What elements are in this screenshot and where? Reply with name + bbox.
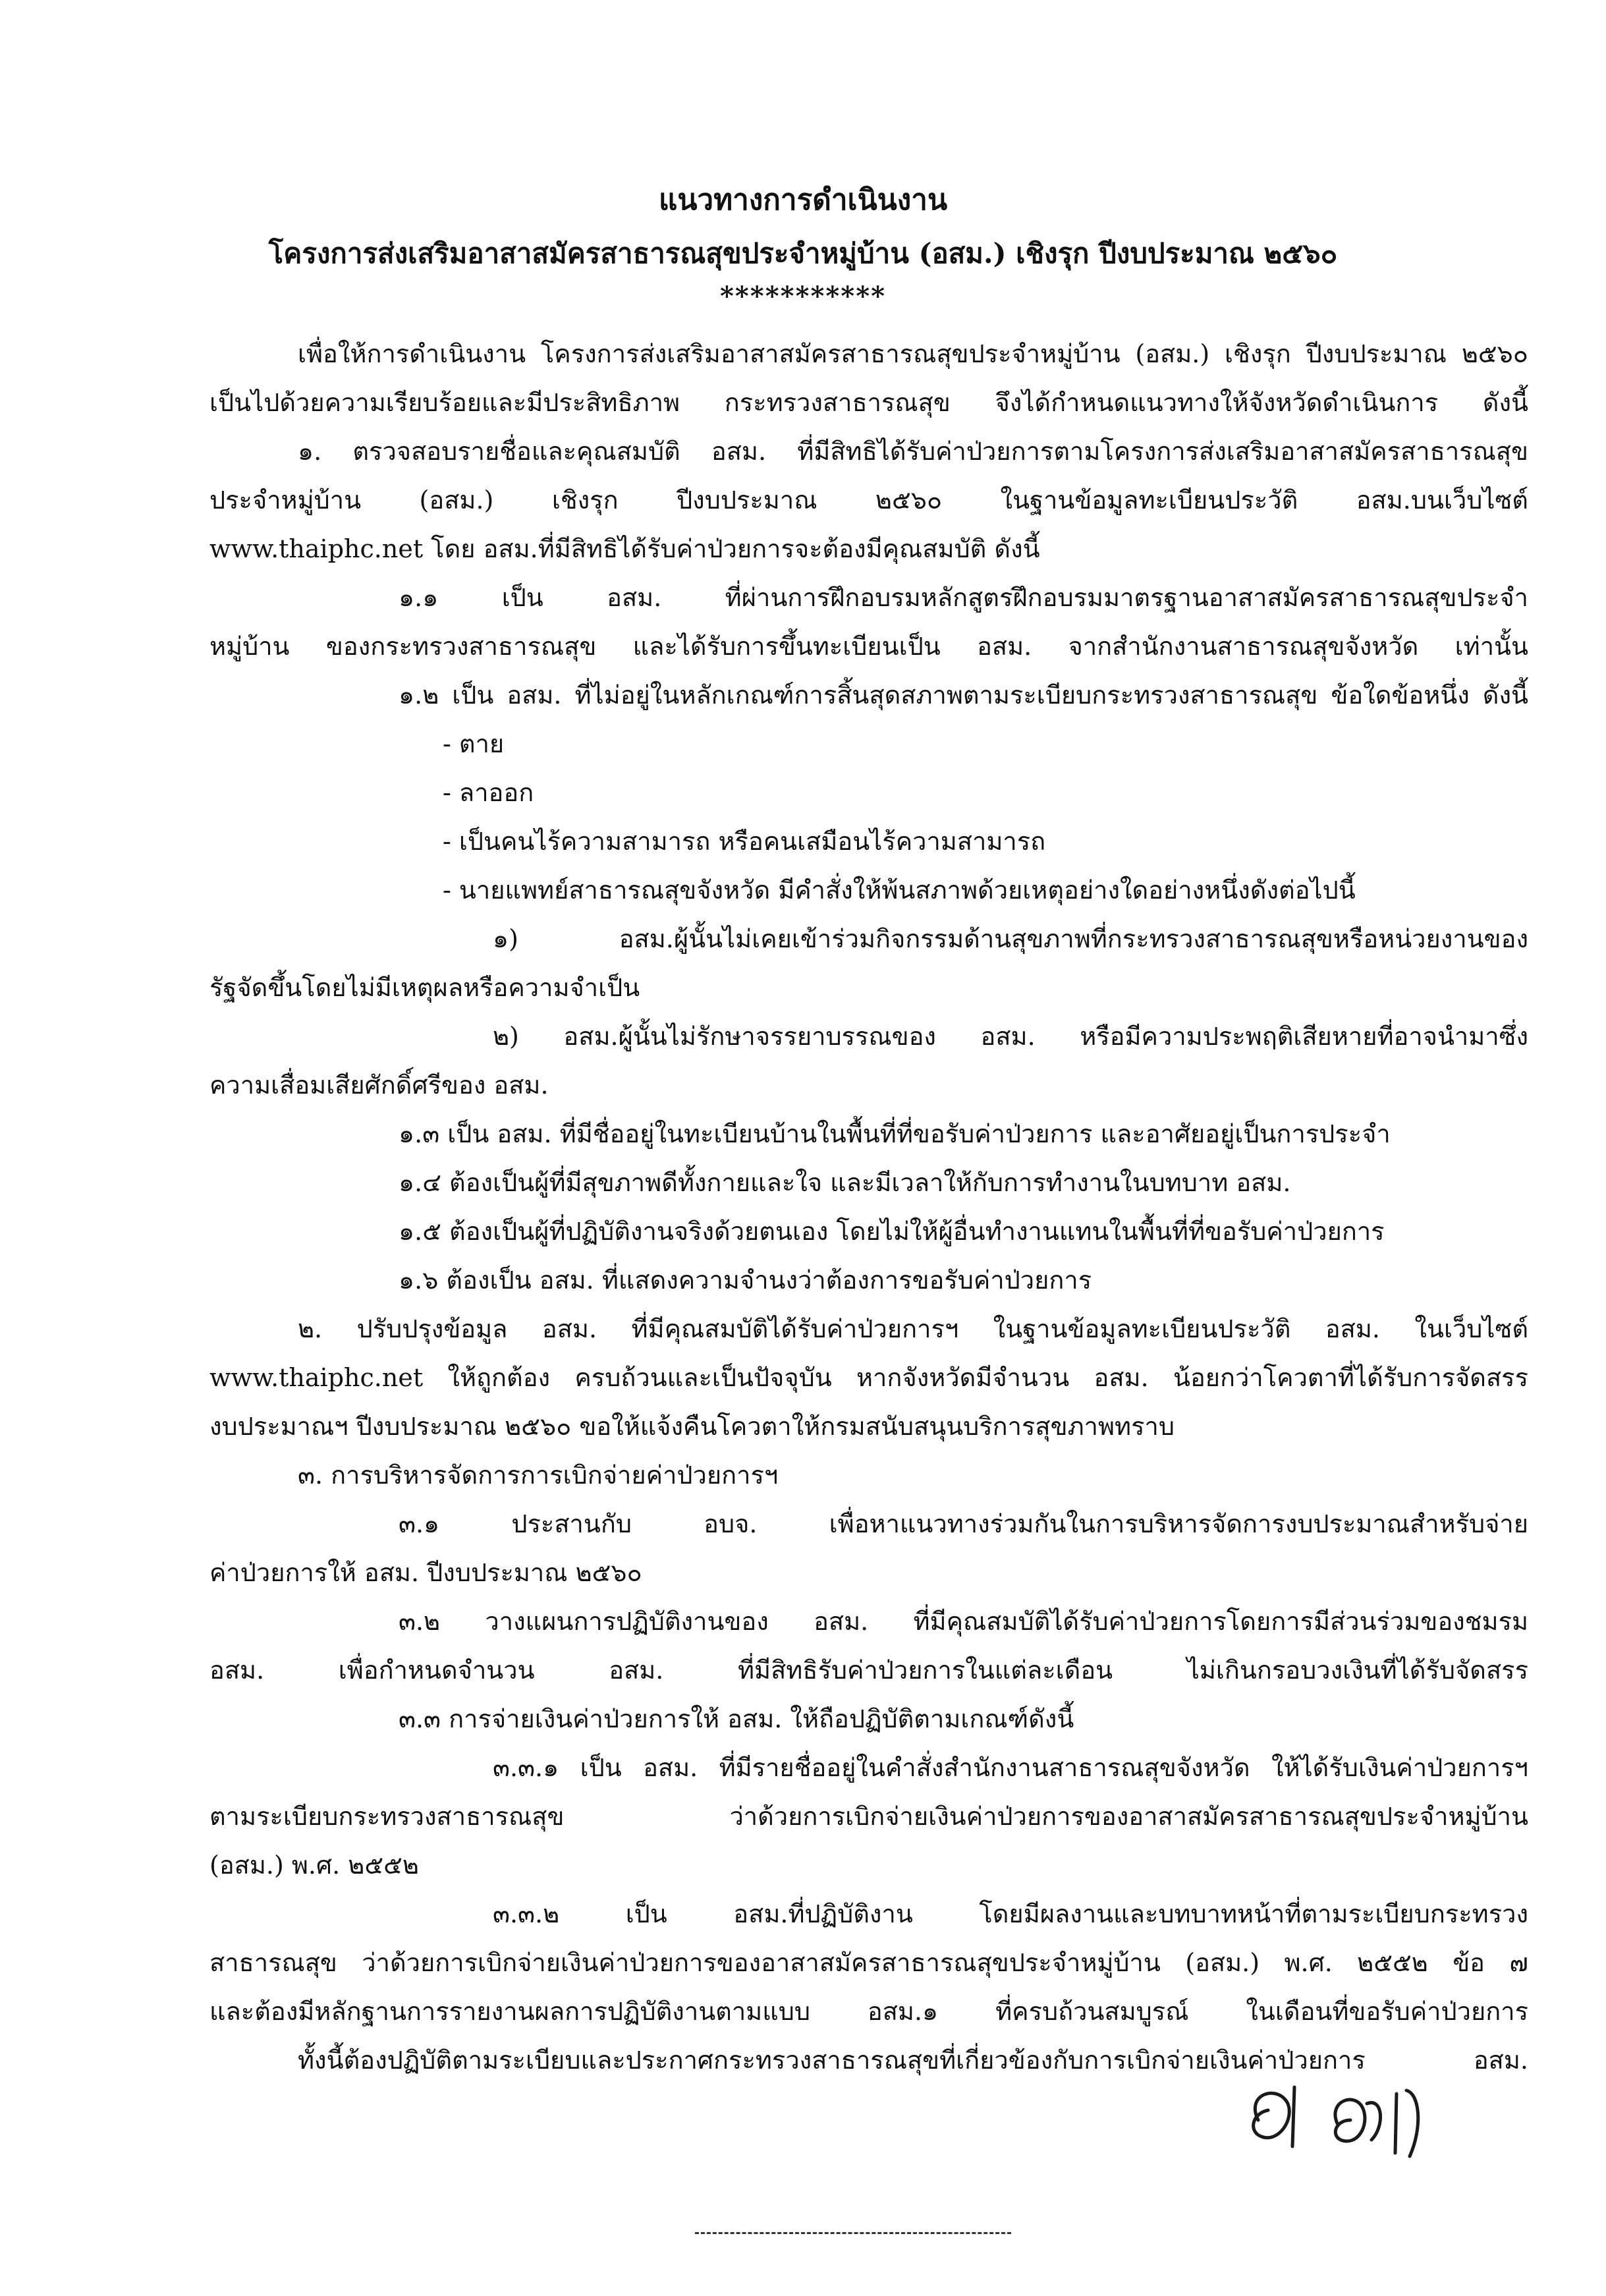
section-3-3-2-line-2: สาธารณสุข ว่าด้วยการเบิกจ่ายเงินค่าป่วยการของอาสาสมัครสาธารณสุขประจำหมู่บ้าน (อสม.) พ.ศ. ๒๕๕๒ ข้อ ๗	[209, 1948, 1528, 1977]
section-3-3-1-line-1: ๓.๓.๑ เป็น อสม. ที่มีรายชื่ออยู่ในคำสั่งสำนักงานสาธารณสุขจังหวัด ให้ได้รับเงินค่าป่วยการฯ	[493, 1753, 1528, 1782]
section-3-3-1-line-2: ตามระเบียบกระทรวงสาธารณสุข ว่าด้วยการเบิกจ่ายเงินค่าป่วยการของอาสาสมัครสาธารณสุขประจำหมู่บ้าน	[209, 1802, 1528, 1831]
section-1-3: ๑.๓ เป็น อสม. ที่มีชื่ออยู่ในทะเบียนบ้านในพื้นที่ที่ขอรับค่าป่วยการ และอาศัยอยู่เป็นการประจำ	[399, 1119, 1391, 1148]
dismissal-reason-2-line-1: ๒) อสม.ผู้นั้นไม่รักษาจรรยาบรรณของ อสม. หรือมีความประพฤติเสียหายที่อาจนำมาซึ่ง	[493, 1022, 1528, 1051]
section-1-line-1: ๑. ตรวจสอบรายชื่อและคุณสมบัติ อสม. ที่มีสิทธิได้รับค่าป่วยการตามโครงการส่งเสริมอาสาสมัครสาธารณสุข	[298, 437, 1528, 466]
section-1-1-line-1: ๑.๑ เป็น อสม. ที่ผ่านการฝึกอบรมหลักสูตรฝึกอบรมมาตรฐานอาสาสมัครสาธารณสุขประจำ	[399, 583, 1528, 612]
section-1-line-3: www.thaiphc.net โดย อสม.ที่มีสิทธิได้รับค่าป่วยการจะต้องมีคุณสมบัติ ดังนี้	[209, 534, 1040, 563]
section-3-heading: ๓. การบริหารจัดการการเบิกจ่ายค่าป่วยการฯ	[298, 1461, 779, 1490]
intro-line-2: เป็นไปด้วยความเรียบร้อยและมีประสิทธิภาพ กระทรวงสาธารณสุข จึงได้กำหนดแนวทางให้จังหวัดดำเนินการ ดังนี้	[209, 388, 1528, 417]
title-separator: ***********	[719, 281, 887, 312]
section-3-1-line-1: ๓.๑ ประสานกับ อบจ. เพื่อหาแนวทางร่วมกันในการบริหารจัดการงบประมาณสำหรับจ่าย	[399, 1509, 1528, 1538]
list-item-dismissal-order: - นายแพทย์สาธารณสุขจังหวัด มีคำสั่งให้พ้นสภาพด้วยเหตุอย่างใดอย่างหนึ่งดังต่อไปนี้	[443, 876, 1356, 905]
section-1-1-line-2: หมู่บ้าน ของกระทรวงสาธารณสุข และได้รับการขึ้นทะเบียนเป็น อสม. จากสำนักงานสาธารณสุขจังหวัด เท่านั้น	[209, 632, 1528, 661]
document-title: แนวทางการดำเนินงาน	[658, 183, 948, 217]
section-1-line-2: ประจำหมู่บ้าน (อสม.) เชิงรุก ปีงบประมาณ ๒๕๖๐ ในฐานข้อมูลทะเบียนประวัติ อสม.บนเว็บไซต์	[209, 486, 1528, 515]
section-1-6: ๑.๖ ต้องเป็น อสม. ที่แสดงความจำนงว่าต้องการขอรับค่าป่วยการ	[399, 1266, 1092, 1295]
section-3-1-line-2: ค่าป่วยการให้ อสม. ปีงบประมาณ ๒๕๖๐	[209, 1558, 642, 1587]
list-item-incapacity: - เป็นคนไร้ความสามารถ หรือคนเสมือนไร้ความสามารถ	[443, 827, 1046, 856]
document-subtitle: โครงการส่งเสริมอาสาสมัครสาธารณสุขประจำหมู่บ้าน (อสม.) เชิงรุก ปีงบประมาณ ๒๕๖๐	[268, 237, 1338, 269]
closing-statement: ทั้งนี้ต้องปฏิบัติตามระเบียบและประกาศกระทรวงสาธารณสุขที่เกี่ยวข้องกับการเบิกจ่ายเงินค่าป่วยการ อสม.	[298, 2046, 1528, 2075]
dismissal-reason-1-line-2: รัฐจัดขึ้นโดยไม่มีเหตุผลหรือความจำเป็น	[209, 973, 640, 1002]
section-2-line-3: งบประมาณฯ ปีงบประมาณ ๒๕๖๐ ขอให้แจ้งคืนโควตาให้กรมสนับสนุนบริการสุขภาพทราบ	[209, 1412, 1175, 1441]
end-divider	[695, 2232, 1011, 2234]
handwritten-signature	[1232, 2074, 1436, 2166]
section-3-3-2-line-1: ๓.๓.๒ เป็น อสม.ที่ปฏิบัติงาน โดยมีผลงานและบทบาทหน้าที่ตามระเบียบกระทรวง	[493, 1899, 1528, 1928]
section-1-2-line-1: ๑.๒ เป็น อสม. ที่ไม่อยู่ในหลักเกณฑ์การสิ้นสุดสภาพตามระเบียบกระทรวงสาธารณสุข ข้อใดข้อหนึ่ง ดังนี้	[399, 681, 1528, 710]
section-2-line-2: www.thaiphc.net ให้ถูกต้อง ครบถ้วนและเป็นปัจจุบัน หากจังหวัดมีจำนวน อสม. น้อยกว่าโควตาที่ได้รับการจัดสรร	[209, 1363, 1528, 1392]
dismissal-reason-2-line-2: ความเสื่อมเสียศักดิ์ศรีของ อสม.	[209, 1071, 549, 1100]
list-item-death: - ตาย	[443, 729, 505, 758]
section-3-3-1-line-3: (อสม.) พ.ศ. ๒๕๕๒	[209, 1851, 419, 1880]
section-1-4: ๑.๔ ต้องเป็นผู้ที่มีสุขภาพดีทั้งกายและใจ และมีเวลาให้กับการทำงานในบทบาท อสม.	[399, 1168, 1291, 1197]
section-3-2-line-2: อสม. เพื่อกำหนดจำนวน อสม. ที่มีสิทธิรับค่าป่วยการในแต่ละเดือน ไม่เกินกรอบวงเงินที่ได้รับจัดสรร	[209, 1656, 1528, 1685]
section-1-5: ๑.๕ ต้องเป็นผู้ที่ปฏิบัติงานจริงด้วยตนเอง โดยไม่ให้ผู้อื่นทำงานแทนในพื้นที่ที่ขอรับค่าป่วยการ	[399, 1217, 1385, 1246]
intro-line-1: เพื่อให้การดำเนินงาน โครงการส่งเสริมอาสาสมัครสาธารณสุขประจำหมู่บ้าน (อสม.) เชิงรุก ปีงบประมาณ ๒๕๖๐	[298, 339, 1528, 368]
section-2-line-1: ๒. ปรับปรุงข้อมูล อสม. ที่มีคุณสมบัติได้รับค่าป่วยการฯ ในฐานข้อมูลทะเบียนประวัติ อสม. ในเว็บไซต์	[298, 1314, 1528, 1343]
section-3-2-line-1: ๓.๒ วางแผนการปฏิบัติงานของ อสม. ที่มีคุณสมบัติได้รับค่าป่วยการโดยการมีส่วนร่วมของชมรม	[399, 1607, 1528, 1636]
section-3-3: ๓.๓ การจ่ายเงินค่าป่วยการให้ อสม. ให้ถือปฏิบัติตามเกณฑ์ดังนี้	[399, 1704, 1074, 1733]
list-item-resign: - ลาออก	[443, 778, 534, 807]
dismissal-reason-1-line-1: ๑) อสม.ผู้นั้นไม่เคยเข้าร่วมกิจกรรมด้านสุขภาพที่กระทรวงสาธารณสุขหรือหน่วยงานของ	[493, 924, 1528, 953]
section-3-3-2-line-3: และต้องมีหลักฐานการรายงานผลการปฏิบัติงานตามแบบ อสม.๑ ที่ครบถ้วนสมบูรณ์ ในเดือนที่ขอรับค่าป่วยการ	[209, 1997, 1528, 2026]
